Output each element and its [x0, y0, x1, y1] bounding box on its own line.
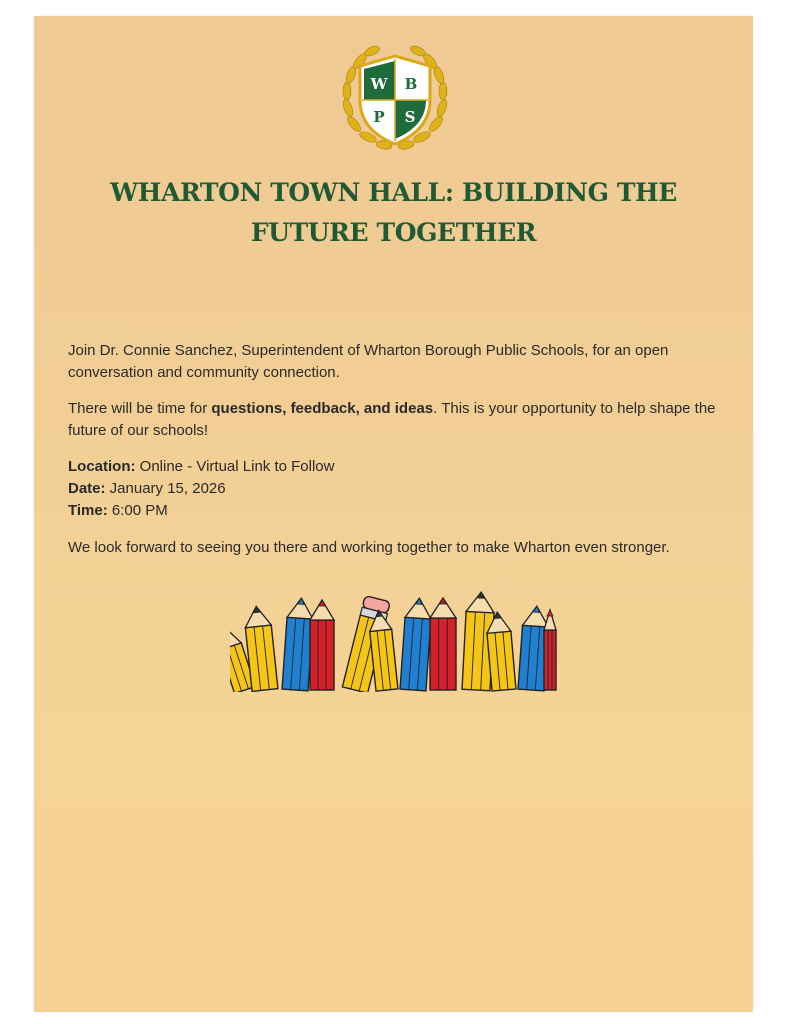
pencil [430, 598, 456, 690]
time-row [68, 500, 718, 522]
closing-paragraph: We look forward to seeing you there and working together to make Wharton even stronger. [68, 539, 670, 556]
svg-text:W: W [370, 75, 388, 93]
svg-text:S: S [404, 108, 416, 126]
pencil [310, 600, 334, 690]
svg-text:P: P [373, 108, 385, 126]
location-label: Location: [68, 458, 136, 475]
invite-paragraph [68, 398, 718, 442]
location-row [68, 456, 718, 478]
time-value: 6:00 PM [107, 502, 168, 519]
event-title [74, 173, 713, 253]
title-line-1: WHARTON TOWN HALL: BUILDING THE [110, 178, 677, 207]
school-crest-logo [340, 42, 450, 154]
title-line-2: FUTURE TOGETHER [250, 218, 537, 247]
date-row [68, 478, 718, 500]
location-value: Online - Virtual Link to Follow [135, 458, 335, 475]
time-label: Time: [68, 502, 108, 519]
pencil [544, 610, 556, 690]
svg-text:B: B [404, 75, 418, 93]
intro-paragraph: Join Dr. Connie Sanchez, Superintendent of Wharton Borough Public Schools, for an open conversation and community connection. [68, 342, 669, 381]
pencil [400, 597, 432, 691]
date-value: January 15, 2026 [105, 480, 226, 497]
invite-text-end: . This is your opportunity to help shape the future of our schools! [68, 400, 716, 439]
colored-pencils-illustration [230, 576, 560, 692]
flyer-page [34, 16, 753, 1012]
event-details [68, 456, 718, 522]
invite-text-start: There will be time for [68, 400, 212, 417]
date-label: Date: [68, 480, 106, 497]
invite-emphasis: questions, feedback, and ideas [211, 400, 434, 417]
